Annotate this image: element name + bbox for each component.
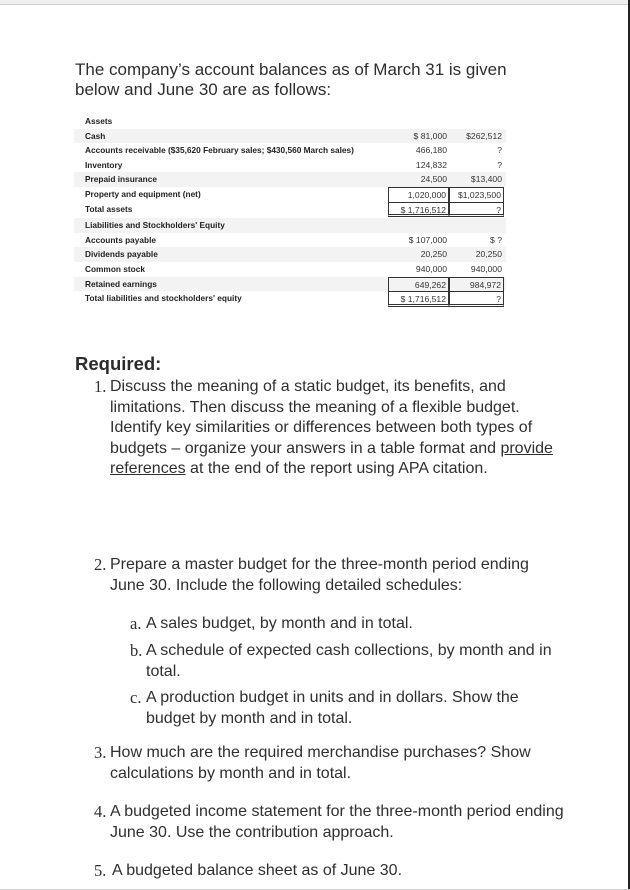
table-row-assets-header <box>74 114 506 129</box>
june-value: ? <box>497 159 502 170</box>
item-text <box>110 377 560 480</box>
row-label: Assets <box>85 116 113 126</box>
item-text: A budgeted income statement for the three-month period ending June 30. Use the contribution approach. <box>110 803 564 841</box>
june-value: ? <box>497 145 502 156</box>
row-label: Total liabilities and stockholders' equity <box>85 293 242 304</box>
row-label: Property and equipment (net) <box>85 188 201 199</box>
item-letter: c. <box>130 688 142 707</box>
march-value: 466,180 <box>415 145 447 156</box>
table-row-common-stock <box>74 262 506 277</box>
march-value: 940,000 <box>415 263 447 274</box>
row-label: Dividends payable <box>85 249 158 260</box>
june-value: $ ? <box>490 234 502 245</box>
item-text: A budgeted balance sheet as of June 30. <box>112 862 403 879</box>
underlined-text: provide references <box>110 439 553 477</box>
item-text: A schedule of expected cash collections, by month and in total. <box>146 642 552 680</box>
item-number: 2. <box>94 555 107 574</box>
row-label: Retained earnings <box>85 278 157 289</box>
march-value: 124,832 <box>415 159 447 170</box>
march-value: $ 81,000 <box>413 130 447 141</box>
june-value: ? <box>449 291 504 307</box>
march-value: 649,262 <box>388 277 449 292</box>
june-value: $262,512 <box>466 130 502 141</box>
table-row-property-equipment <box>74 187 506 202</box>
item-text: A production budget in units and in dollars. Show the budget by month and in total. <box>146 689 519 727</box>
item-number: 4. <box>94 802 107 821</box>
item-number: 3. <box>94 743 107 762</box>
intro-paragraph: The company’s account balances as of March 31 is given below and June 30 are as follows: <box>75 60 507 99</box>
item-text: A sales budget, by month and in total. <box>146 615 413 632</box>
row-label: Common stock <box>85 263 145 274</box>
item-text-part: Discuss the meaning of a static budget, its benefits, and limitations. Then discuss the meaning of a flexible budget. Identify key similarities or differences between both types of budgets – organize your answers in a table format and <box>110 378 533 457</box>
table-row-retained-earnings <box>74 277 506 292</box>
table-row-accounts-payable <box>74 233 506 248</box>
june-value: 984,972 <box>449 277 504 292</box>
march-value: $ 1,716,512 <box>388 291 449 307</box>
march-value: $ 107,000 <box>408 234 447 245</box>
table-row-cash <box>74 129 506 144</box>
item-number: 1. <box>94 377 107 396</box>
march-value: $ 1,716,512 <box>388 202 449 218</box>
table-row-inventory <box>74 158 506 173</box>
table-row-prepaid-insurance <box>74 172 506 187</box>
top-edge-bar <box>0 0 630 5</box>
item-letter: b. <box>130 641 143 660</box>
item-text: How much are the required merchandise purchases? Show calculations by month and in total. <box>110 744 531 782</box>
row-label: Inventory <box>85 159 123 170</box>
balance-sheet-table <box>74 114 506 306</box>
march-value: 20,250 <box>420 249 447 260</box>
item-number: 5. <box>94 861 107 880</box>
row-label: Accounts receivable ($35,620 February sales; $430,560 March sales) <box>85 145 354 156</box>
item-text: Prepare a master budget for the three-month period ending June 30. Include the following detailed schedules: <box>110 556 529 594</box>
item-text-part: at the end of the report using APA citation. <box>185 460 488 477</box>
item-letter: a. <box>130 614 142 633</box>
table-row-total-assets <box>74 202 506 217</box>
row-label: Cash <box>85 130 106 141</box>
june-value: 940,000 <box>470 263 502 274</box>
june-value: ? <box>449 202 504 218</box>
required-heading: Required: <box>75 353 162 374</box>
row-label: Total assets <box>85 203 133 214</box>
march-value: 1,020,000 <box>388 187 449 202</box>
row-label: Liabilities and Stockholders' Equity <box>85 220 225 231</box>
june-value: $1,023,500 <box>449 187 504 202</box>
row-label: Prepaid insurance <box>85 174 157 185</box>
june-value: 20,250 <box>475 249 502 260</box>
table-row-accounts-receivable <box>74 143 506 158</box>
row-label: Accounts payable <box>85 234 157 245</box>
table-row-liabilities-header <box>74 218 506 233</box>
table-row-total-liabilities-equity <box>74 291 506 306</box>
table-row-dividends-payable <box>74 247 506 262</box>
march-value: 24,500 <box>420 174 447 185</box>
june-value: $13,400 <box>470 174 502 185</box>
